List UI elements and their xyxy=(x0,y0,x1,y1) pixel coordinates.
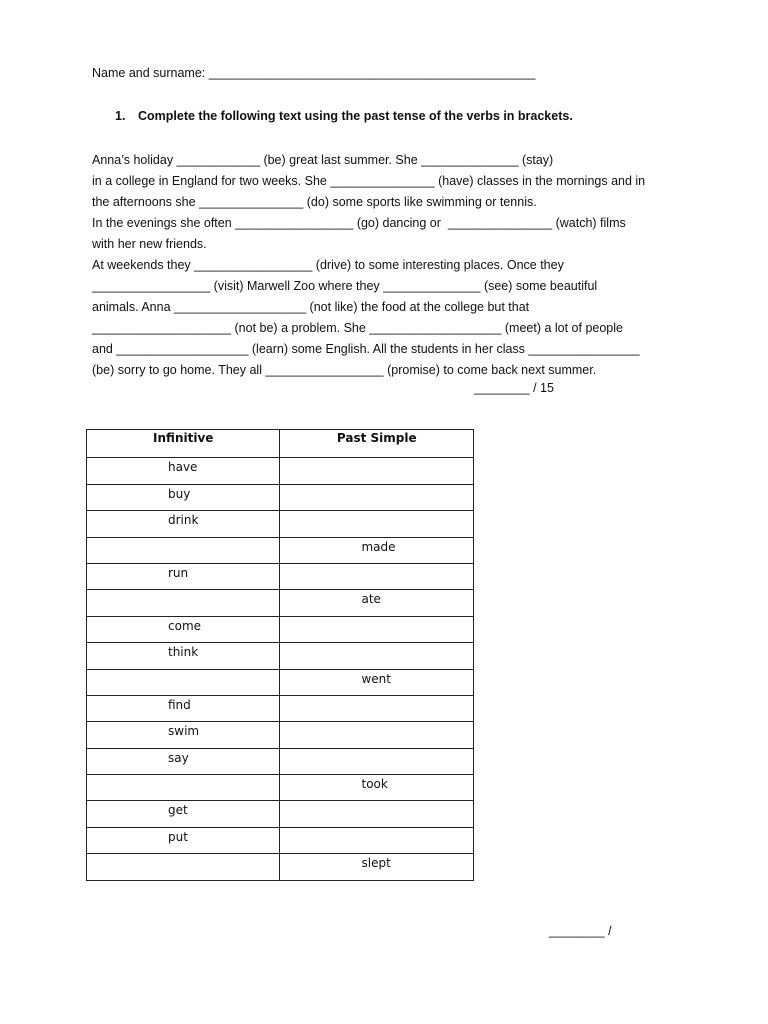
table-row xyxy=(87,695,474,721)
passage-line: with her new friends. xyxy=(92,237,207,251)
table-row xyxy=(87,669,474,695)
infinitive-cell[interactable] xyxy=(87,854,280,880)
table-row xyxy=(87,616,474,642)
past-simple-cell[interactable] xyxy=(280,616,474,642)
past-simple-column-header: Past Simple xyxy=(280,430,474,458)
exercise-heading xyxy=(115,109,573,123)
table-row xyxy=(87,484,474,510)
exercise-number: 1. xyxy=(115,109,126,123)
past-simple-cell[interactable] xyxy=(280,827,474,853)
infinitive-cell[interactable]: drink xyxy=(87,511,280,537)
past-simple-cell[interactable] xyxy=(280,511,474,537)
past-simple-cell[interactable] xyxy=(280,722,474,748)
infinitive-cell[interactable]: put xyxy=(87,827,280,853)
infinitive-cell[interactable]: find xyxy=(87,695,280,721)
table-row xyxy=(87,801,474,827)
infinitive-cell[interactable]: think xyxy=(87,643,280,669)
name-and-surname-line: Name and surname: _______________________________________________ xyxy=(92,66,536,80)
past-simple-cell[interactable] xyxy=(280,458,474,484)
past-simple-cell[interactable]: made xyxy=(280,537,474,563)
table-row xyxy=(87,775,474,801)
infinitive-cell[interactable]: have xyxy=(87,458,280,484)
past-simple-cell[interactable] xyxy=(280,748,474,774)
infinitive-cell[interactable]: run xyxy=(87,563,280,589)
exercise-2-score: ________ / xyxy=(549,924,612,938)
table-row xyxy=(87,458,474,484)
table-row xyxy=(87,590,474,616)
passage-line: ____________________ (not be) a problem. She ___________________ (meet) a lot of people xyxy=(92,321,623,335)
past-simple-cell[interactable] xyxy=(280,801,474,827)
table-row xyxy=(87,827,474,853)
past-simple-cell[interactable] xyxy=(280,695,474,721)
table-row xyxy=(87,537,474,563)
passage-line: and ___________________ (learn) some English. All the students in her class ________________ xyxy=(92,342,640,356)
passage-line: Anna’s holiday ____________ (be) great last summer. She ______________ (stay) xyxy=(92,153,554,167)
infinitive-cell[interactable] xyxy=(87,775,280,801)
past-simple-cell[interactable] xyxy=(280,484,474,510)
past-simple-cell[interactable]: went xyxy=(280,669,474,695)
infinitive-cell[interactable] xyxy=(87,669,280,695)
passage-line: animals. Anna ___________________ (not like) the food at the college but that xyxy=(92,300,530,314)
table-row xyxy=(87,748,474,774)
passage-line: _________________ (visit) Marwell Zoo where they ______________ (see) some beautiful xyxy=(92,279,598,293)
exercise-1-score: ________ / 15 xyxy=(474,381,554,395)
table-row xyxy=(87,854,474,880)
infinitive-cell[interactable]: buy xyxy=(87,484,280,510)
past-simple-cell[interactable] xyxy=(280,563,474,589)
passage-line: in a college in England for two weeks. She _______________ (have) classes in the mornings and in xyxy=(92,174,646,188)
verb-table-header-row xyxy=(87,430,474,458)
table-row xyxy=(87,722,474,748)
past-simple-cell[interactable]: took xyxy=(280,775,474,801)
passage-line: the afternoons she _______________ (do) some sports like swimming or tennis. xyxy=(92,195,537,209)
verb-table xyxy=(86,429,474,881)
infinitive-cell[interactable]: get xyxy=(87,801,280,827)
infinitive-column-header: Infinitive xyxy=(87,430,280,458)
infinitive-cell[interactable]: say xyxy=(87,748,280,774)
table-row xyxy=(87,643,474,669)
past-simple-cell[interactable] xyxy=(280,643,474,669)
infinitive-cell[interactable]: come xyxy=(87,616,280,642)
table-row xyxy=(87,511,474,537)
exercise-instruction: Complete the following text using the past tense of the verbs in brackets. xyxy=(138,109,573,123)
passage-line: At weekends they _________________ (drive) to some interesting places. Once they xyxy=(92,258,564,272)
past-simple-cell[interactable]: slept xyxy=(280,854,474,880)
gap-fill-passage xyxy=(92,150,692,381)
infinitive-cell[interactable] xyxy=(87,590,280,616)
infinitive-cell[interactable] xyxy=(87,537,280,563)
past-simple-cell[interactable]: ate xyxy=(280,590,474,616)
table-row xyxy=(87,563,474,589)
passage-line: In the evenings she often _________________ (go) dancing or _______________ (watch) films xyxy=(92,216,626,230)
passage-line: (be) sorry to go home. They all _________________ (promise) to come back next summer. xyxy=(92,363,597,377)
infinitive-cell[interactable]: swim xyxy=(87,722,280,748)
